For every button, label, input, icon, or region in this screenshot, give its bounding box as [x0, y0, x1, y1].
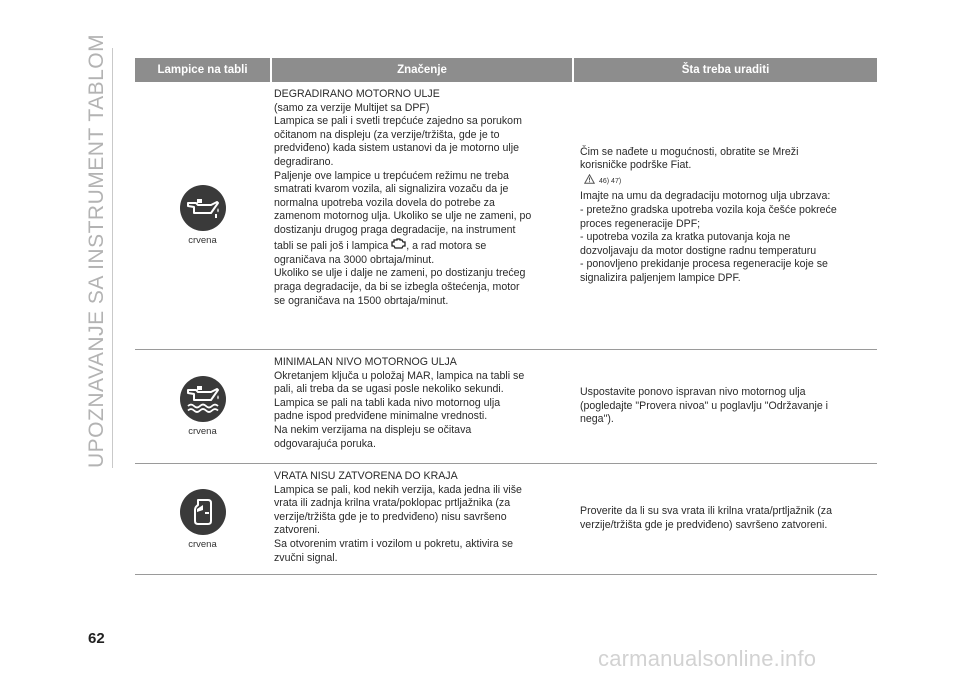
header-action: Šta treba uraditi	[572, 58, 877, 82]
meaning-line: se ograničava na 1500 obrtaja/minut.	[274, 294, 449, 307]
meaning-line: vrata ili zadnja krilna vrata/poklopac prtljažnika (za	[274, 497, 511, 510]
watermark: carmanualsonline.info	[598, 646, 817, 671]
meaning-cell	[270, 82, 572, 349]
action-cell	[572, 464, 877, 574]
header-meaning: Značenje	[270, 58, 572, 82]
meaning-line: (samo za verzije Multijet sa DPF)	[274, 101, 430, 114]
meaning-line: praga degradacije, da bi se izbegla oštećenja, motor	[274, 280, 520, 293]
action-line: verzije/tržišta gde je predviđeno) savršeno zatvoreni.	[580, 519, 828, 531]
meaning-title: MINIMALAN NIVO MOTORNOG ULJA	[274, 356, 457, 368]
meaning-title: VRATA NISU ZATVORENA DO KRAJA	[274, 470, 458, 482]
meaning-line: Na nekim verzijama na displeju se očitava	[274, 423, 472, 436]
action-line: Imajte na umu da degradaciju motornog ulja ubrzava:	[580, 190, 831, 203]
color-label: crvena	[188, 426, 217, 437]
color-label: crvena	[188, 235, 217, 246]
meaning-line: očitanom na displeju (za verzije/tržišta, gde je to	[274, 128, 500, 141]
meaning-line: ograničava na 3000 obrtaja/minut.	[274, 253, 435, 266]
engine-failure-icon	[391, 238, 406, 254]
meaning-line: zatvoreni.	[274, 524, 320, 537]
meaning-line: Lampica se pali na tabli kada nivo motornog ulja	[274, 396, 501, 409]
meaning-inline-text: , a rad motora se	[406, 239, 487, 252]
oil-degradation-icon	[180, 185, 226, 231]
action-line: - upotreba vozila za kratka putovanja koja ne	[580, 231, 791, 244]
meaning-line: dostizanju drugog praga degradacije, na instrument	[274, 223, 516, 236]
action-line: korisničke podrške Fiat.	[580, 159, 692, 172]
oil-level-icon	[180, 376, 226, 422]
action-line: (pogledajte "Provera nivoa" u poglavlju "Održavanje i	[580, 399, 829, 412]
reference-notes	[584, 174, 871, 190]
action-cell	[572, 82, 877, 349]
table-header	[135, 58, 877, 82]
meaning-line: pali, ali treba da se ugasi posle nekoliko sekundi.	[274, 383, 504, 396]
meaning-line: smatrati kvarom vozila, ali signalizira vozaču da je	[274, 183, 509, 196]
meaning-line: predviđeno) kada sistem ustanovi da je motorno ulje	[274, 142, 519, 155]
icon-cell	[135, 464, 270, 574]
meaning-line	[274, 238, 568, 254]
action-line: - pretežno gradska upotreba vozila koja češće pokreće	[580, 203, 837, 216]
meaning-line: verzije/tržišta gde je to predviđeno) nisu savršeno	[274, 510, 507, 523]
meaning-cell	[270, 350, 572, 463]
action-line: proces regeneracije DPF;	[580, 217, 701, 230]
table-row	[135, 350, 877, 464]
icon-cell	[135, 350, 270, 463]
meaning-cell	[270, 464, 572, 574]
meaning-title: DEGRADIRANO MOTORNO ULJE	[274, 88, 440, 100]
header-lights: Lampice na tabli	[157, 64, 248, 76]
meaning-line: Sa otvorenim vratim i vozilom u pokretu, aktivira se	[274, 537, 514, 550]
action-line: Uspostavite ponovo ispravan nivo motornog ulja	[580, 386, 806, 399]
action-line: signalizira paljenjem lampice DPF.	[580, 271, 741, 284]
table-row	[135, 464, 877, 575]
table-row	[135, 82, 877, 350]
warning-triangle-icon	[584, 174, 595, 190]
icon-cell	[135, 82, 270, 349]
meaning-line: Paljenje ove lampice u trepćućem režimu ne treba	[274, 169, 509, 182]
meaning-line: padne ispod predviđene minimalne vrednosti.	[274, 410, 488, 423]
side-divider	[112, 48, 113, 468]
meaning-line: Lampica se pali i svetli trepćuće zajedno sa porukom	[274, 115, 522, 128]
meaning-line: Okretanjem ključa u položaj MAR, lampica na tabli se	[274, 369, 525, 382]
meaning-line: normalna upotreba vozila dovela do potrebe za	[274, 196, 495, 209]
action-line: nega").	[580, 413, 614, 426]
side-section-title: UPOZNAVANJE SA INSTRUMENT TABLOM	[85, 33, 108, 468]
meaning-line: Ukoliko se ulje i dalje ne zameni, po dostizanju trećeg	[274, 267, 526, 280]
door-open-icon	[180, 489, 226, 535]
action-cell	[572, 350, 877, 463]
action-line: Čim se nađete u mogućnosti, obratite se Mreži	[580, 145, 799, 158]
color-label: crvena	[188, 538, 217, 550]
warning-lights-table	[135, 58, 877, 575]
meaning-line: odgovarajuća poruka.	[274, 437, 376, 450]
meaning-inline-text: tabli se pali još i lampica	[274, 239, 392, 252]
meaning-line: zamenom motornog ulja. Ukoliko se ulje ne zameni, po	[274, 210, 532, 223]
action-line: Proverite da li su sva vrata ili krilna vrata/prtljažnik (za	[580, 505, 832, 518]
meaning-line: degradirano.	[274, 155, 334, 168]
page-number: 62	[88, 630, 105, 647]
reference-numbers: 46) 47)	[599, 177, 622, 185]
meaning-line: zvučni signal.	[274, 551, 338, 564]
action-line: dozvoljavaju da motor dostigne radnu temperaturu	[580, 244, 817, 257]
meaning-line: Lampica se pali, kod nekih verzija, kada jedna ili više	[274, 483, 522, 496]
action-line: - ponovljeno prekidanje procesa regeneracije koje se	[580, 258, 828, 271]
